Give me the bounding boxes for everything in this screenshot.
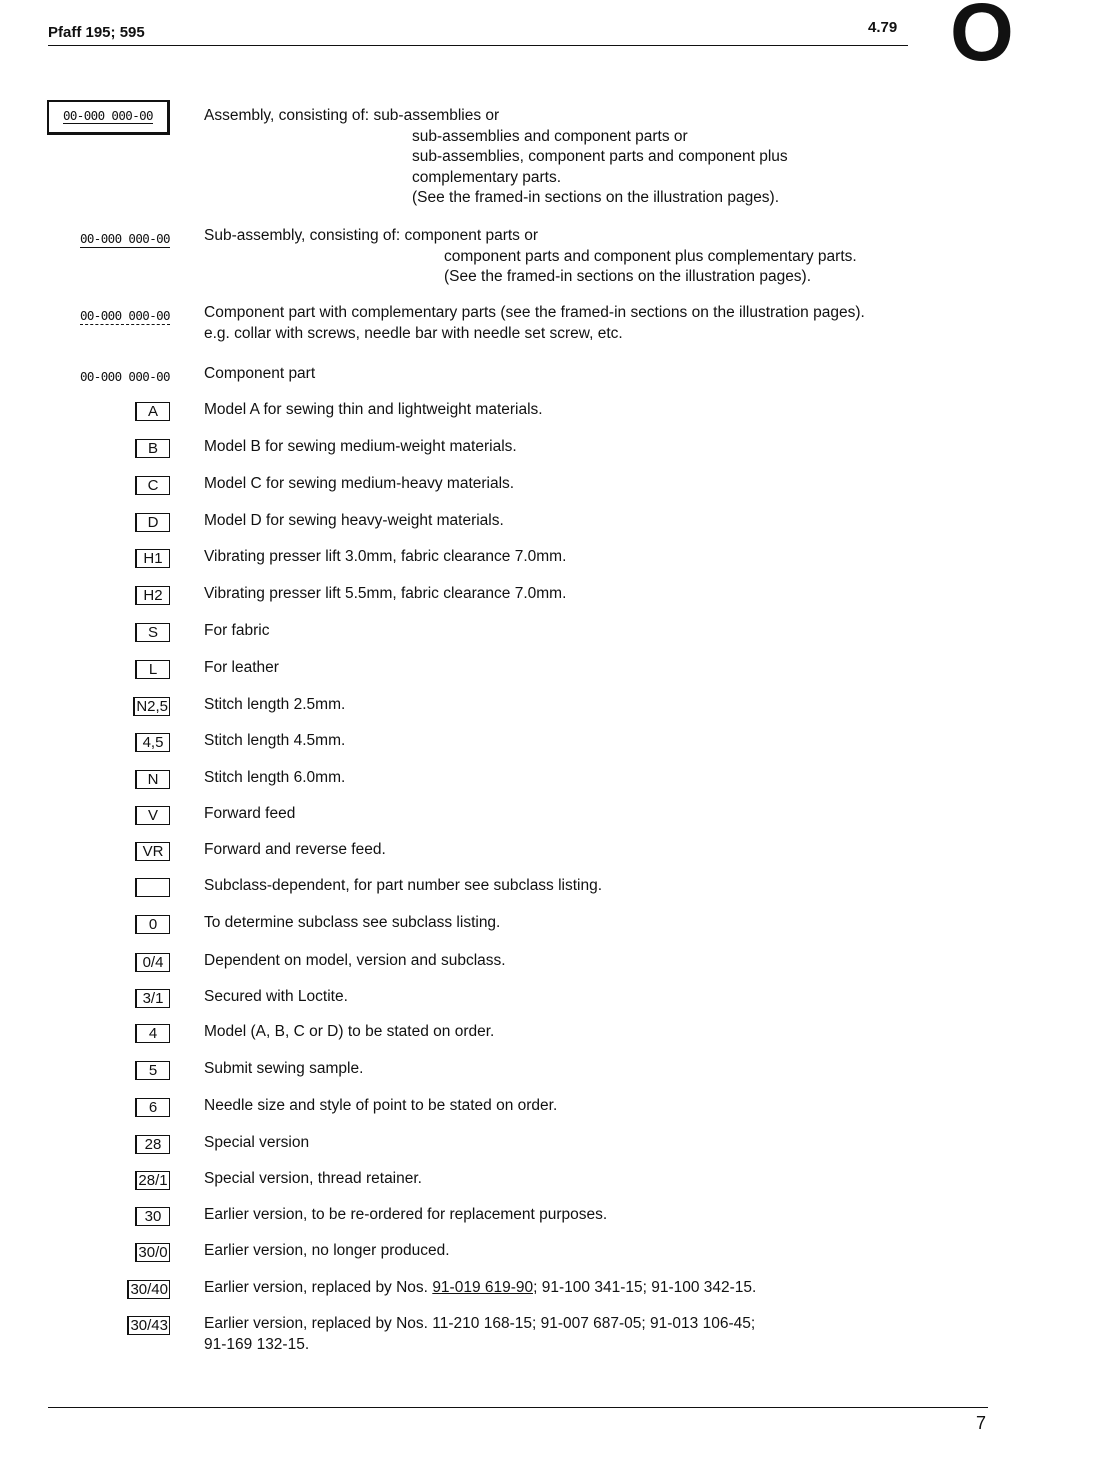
legend-text: Special version, thread retainer. — [204, 1170, 422, 1187]
sub-assembly-line-3: (See the framed-in sections on the illustration pages). — [444, 268, 812, 285]
footer-rule — [48, 1407, 988, 1408]
code-component-with-complementary: 00-000 000-00 — [79, 308, 170, 323]
assembly-lead: Assembly, consisting of: — [204, 107, 370, 124]
legend-text: Earlier version, to be re-ordered for replacement purposes. — [204, 1206, 608, 1223]
legend-text: Earlier version, replaced by Nos. — [204, 1279, 428, 1296]
legend-text: Vibrating presser lift 3.0mm, fabric clearance 7.0mm. — [204, 548, 567, 565]
legend-symbol-box: 30/43 — [127, 1316, 170, 1335]
legend-text-line-2: 91-169 132-15. — [204, 1335, 310, 1353]
legend-text: Secured with Loctite. — [204, 988, 348, 1005]
assembly-line-2: sub-assemblies and component parts or — [412, 127, 688, 145]
assembly-line-1: sub-assemblies or — [373, 107, 500, 124]
legend-symbol-box: 30/0 — [135, 1243, 170, 1262]
legend-symbol-box: 3/1 — [135, 989, 170, 1008]
legend-symbol-box: L — [135, 660, 170, 679]
legend-text: To determine subclass see subclass listing. — [204, 914, 501, 931]
legend-text: Stitch length 2.5mm. — [204, 696, 346, 713]
legend-symbol-box: B — [135, 439, 170, 458]
section-letter: O — [950, 0, 1014, 78]
legend-symbol-box: V — [135, 806, 170, 825]
document-date: 4.79 — [868, 19, 898, 36]
replacement-part-number: 91-019 619-90; — [432, 1279, 538, 1296]
legend-symbol-box: 4,5 — [135, 733, 170, 752]
legend-text: Subclass-dependent, for part number see subclass listing. — [204, 877, 603, 894]
legend-text: Needle size and style of point to be stated on order. — [204, 1097, 558, 1114]
legend-text: For leather — [204, 659, 279, 676]
desc-sub-assembly — [204, 226, 857, 288]
desc-assembly — [204, 106, 788, 209]
legend-symbol-box: 0/4 — [135, 953, 170, 972]
legend-symbol-box: N2,5 — [133, 697, 170, 716]
legend-symbol-box: A — [135, 402, 170, 421]
complementary-line-1: Component part with complementary parts (see the framed-in sections on the illustration pages). — [204, 304, 865, 321]
legend-symbol-box: 28/1 — [135, 1171, 170, 1190]
assembly-line-4: complementary parts. — [412, 168, 562, 186]
legend-symbol-box: 28 — [135, 1135, 170, 1154]
legend-text: Earlier version, replaced by Nos. 11-210 168-15; 91-007 687-05; 91-013 106-45; — [204, 1315, 756, 1332]
legend-symbol-box: 4 — [135, 1024, 170, 1043]
code-assembly: 00-000 000-00 — [62, 108, 153, 123]
code-assembly-frame — [47, 100, 170, 135]
legend-text: Vibrating presser lift 5.5mm, fabric clearance 7.0mm. — [204, 585, 567, 602]
assembly-line-3: sub-assemblies, component parts and component plus — [412, 148, 788, 165]
sub-assembly-line-1: component parts or — [404, 227, 538, 244]
legend-text: Forward feed — [204, 805, 296, 822]
legend-text: Stitch length 6.0mm. — [204, 769, 346, 786]
legend-text: Earlier version, no longer produced. — [204, 1242, 450, 1259]
legend-text: Submit sewing sample. — [204, 1060, 364, 1077]
legend-text: Model B for sewing medium-weight materials. — [204, 438, 517, 455]
legend-symbol-box: H2 — [135, 586, 170, 605]
sub-assembly-line-2: component parts and component plus complementary parts. — [444, 247, 857, 265]
legend-symbol-box: 0 — [135, 915, 170, 934]
assembly-line-5: (See the framed-in sections on the illustration pages). — [412, 189, 780, 206]
legend-text: For fabric — [204, 622, 270, 639]
legend-text-rest: 91-100 341-15; 91-100 342-15. — [541, 1279, 757, 1296]
code-sub-assembly: 00-000 000-00 — [79, 231, 170, 246]
legend-symbol-box: 5 — [135, 1061, 170, 1080]
document-title: Pfaff 195; 595 — [48, 24, 145, 41]
legend-text: Model D for sewing heavy-weight materials. — [204, 512, 504, 529]
legend-text: Model C for sewing medium-heavy materials. — [204, 475, 515, 492]
legend-symbol-box: 30/40 — [127, 1280, 170, 1299]
legend-symbol-box: 30 — [135, 1207, 170, 1226]
legend-symbol-box: VR — [135, 842, 170, 861]
sub-assembly-lead: Sub-assembly, consisting of: — [204, 227, 401, 244]
desc-component-with-complementary — [204, 303, 865, 344]
code-component: 00-000 000-00 — [79, 369, 170, 384]
legend-symbol-box: S — [135, 623, 170, 642]
legend-text: Special version — [204, 1134, 310, 1151]
legend-symbol-box: D — [135, 513, 170, 532]
legend-symbol-box — [135, 878, 170, 897]
legend-text: Forward and reverse feed. — [204, 841, 386, 858]
legend-symbol-box: N — [135, 770, 170, 789]
legend-symbol-box: C — [135, 476, 170, 495]
legend-text: Dependent on model, version and subclass. — [204, 952, 506, 969]
legend-symbol-box: H1 — [135, 549, 170, 568]
desc-component: Component part — [204, 365, 316, 382]
header-rule — [48, 45, 908, 46]
complementary-line-2: e.g. collar with screws, needle bar with needle set screw, etc. — [204, 324, 623, 342]
legend-text: Model (A, B, C or D) to be stated on order. — [204, 1023, 495, 1040]
legend-symbol-box: 6 — [135, 1098, 170, 1117]
page-number: 7 — [976, 1413, 987, 1433]
legend-text: Model A for sewing thin and lightweight materials. — [204, 401, 543, 418]
legend-text: Stitch length 4.5mm. — [204, 732, 346, 749]
